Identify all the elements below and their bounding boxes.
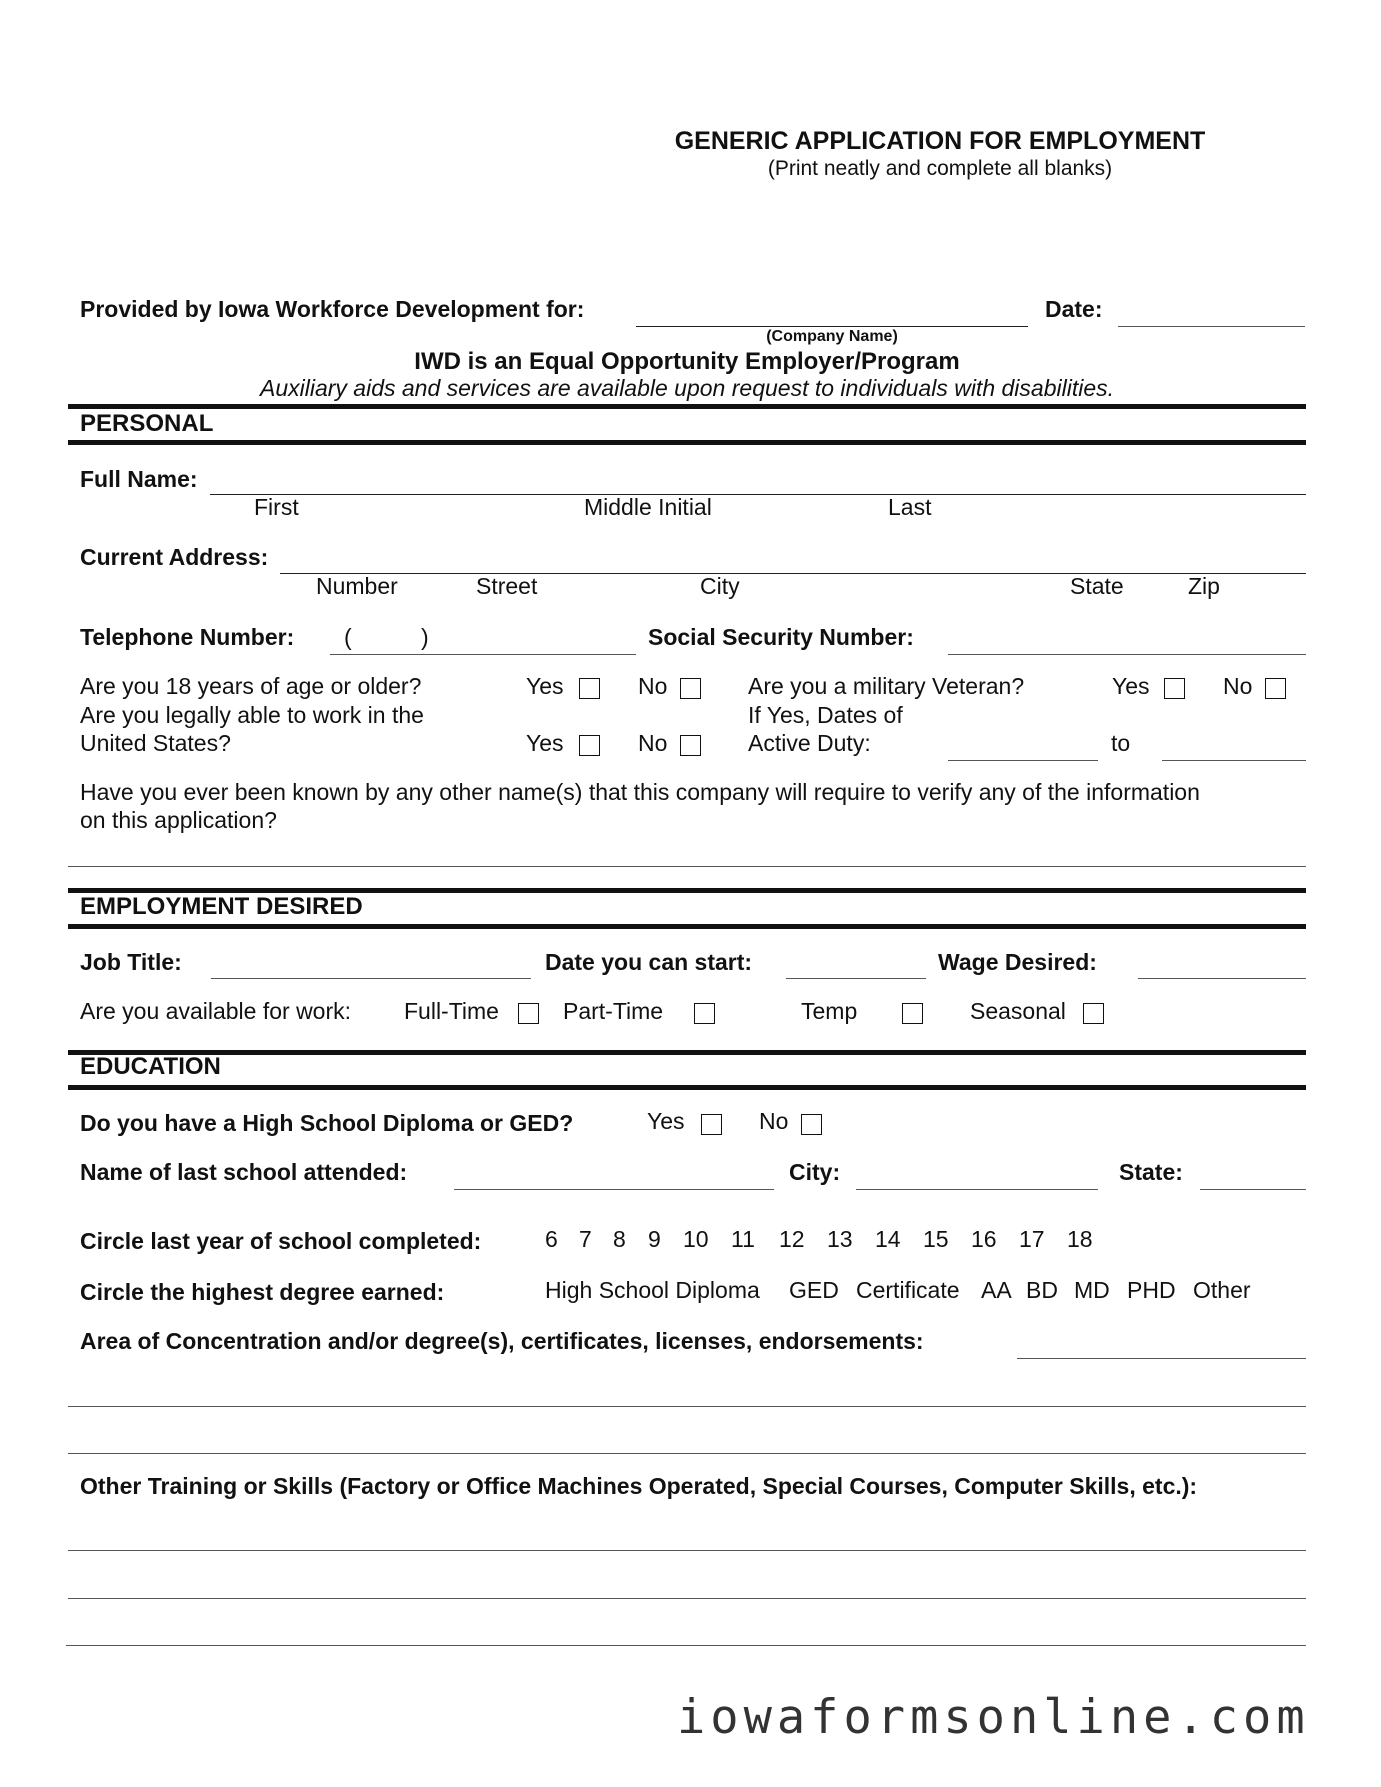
area-code-open: (: [344, 624, 352, 650]
seasonal-checkbox[interactable]: [1083, 1003, 1104, 1024]
year-option[interactable]: 7: [579, 1226, 592, 1252]
address-street-caption: Street: [476, 573, 538, 599]
age-yes-checkbox[interactable]: [579, 678, 600, 699]
company-name-caption: (Company Name): [766, 328, 898, 345]
section-rule: [68, 440, 1306, 445]
temp-checkbox[interactable]: [902, 1003, 923, 1024]
legal-no-label: No: [638, 730, 668, 756]
job-title-label: Job Title:: [80, 949, 182, 975]
section-rule: [68, 404, 1306, 409]
veteran-question: Are you a military Veteran?: [748, 673, 1025, 699]
other-names-field[interactable]: [68, 866, 1306, 867]
legal-yes-checkbox[interactable]: [579, 735, 600, 756]
year-option[interactable]: 6: [545, 1226, 558, 1252]
age-yes-label: Yes: [526, 673, 564, 699]
school-city-field[interactable]: [856, 1189, 1098, 1190]
diploma-no-checkbox[interactable]: [801, 1114, 822, 1135]
telephone-label: Telephone Number:: [80, 624, 295, 650]
degree-option[interactable]: BD: [1026, 1277, 1058, 1303]
form-title: GENERIC APPLICATION FOR EMPLOYMENT: [674, 127, 1206, 155]
concentration-field-line[interactable]: [68, 1453, 1306, 1454]
address-field[interactable]: [280, 573, 1306, 574]
seasonal-label: Seasonal: [970, 998, 1066, 1024]
legal-yes-label: Yes: [526, 730, 564, 756]
age-no-label: No: [638, 673, 668, 699]
last-name-caption: Last: [888, 494, 932, 520]
section-rule: [68, 1050, 1306, 1055]
other-training-label: Other Training or Skills (Factory or Office Machines Operated, Special Courses, Computer Skills, etc.):: [80, 1473, 1198, 1499]
part-time-checkbox[interactable]: [694, 1003, 715, 1024]
legal-work-question-line2: United States?: [80, 730, 231, 756]
year-option[interactable]: 9: [648, 1226, 661, 1252]
wage-desired-field[interactable]: [1138, 978, 1306, 979]
year-option[interactable]: 15: [923, 1226, 949, 1252]
other-names-question-line2: on this application?: [80, 807, 277, 833]
active-duty-from-field[interactable]: [948, 760, 1098, 761]
temp-label: Temp: [801, 998, 858, 1024]
training-field-line[interactable]: [68, 1550, 1306, 1551]
veteran-no-label: No: [1223, 673, 1253, 699]
degree-option[interactable]: Other: [1193, 1277, 1251, 1303]
degree-option[interactable]: Certificate: [856, 1277, 960, 1303]
age-no-checkbox[interactable]: [680, 678, 701, 699]
training-field-line[interactable]: [66, 1645, 1306, 1646]
section-heading-employment: EMPLOYMENT DESIRED: [80, 893, 363, 920]
full-name-label: Full Name:: [80, 466, 198, 492]
age-question: Are you 18 years of age or older?: [80, 673, 422, 699]
veteran-dates-line1: If Yes, Dates of: [748, 702, 903, 728]
address-state-caption: State: [1070, 573, 1124, 599]
telephone-field[interactable]: [330, 654, 636, 655]
last-school-label: Name of last school attended:: [80, 1159, 408, 1185]
year-option[interactable]: 8: [613, 1226, 626, 1252]
veteran-dates-line2: Active Duty:: [748, 730, 871, 756]
address-number-caption: Number: [316, 573, 398, 599]
training-field-line[interactable]: [68, 1598, 1306, 1599]
other-names-question-line1: Have you ever been known by any other name(s) that this company will require to verify any of the information: [80, 779, 1200, 805]
section-heading-education: EDUCATION: [80, 1053, 221, 1080]
last-school-field[interactable]: [454, 1189, 774, 1190]
address-zip-caption: Zip: [1188, 573, 1220, 599]
date-field[interactable]: [1118, 326, 1305, 327]
first-name-caption: First: [254, 494, 299, 520]
active-duty-to-field[interactable]: [1162, 760, 1306, 761]
veteran-yes-label: Yes: [1112, 673, 1150, 699]
year-option[interactable]: 13: [827, 1226, 853, 1252]
full-name-field[interactable]: [210, 494, 1306, 495]
ssn-field[interactable]: [948, 654, 1306, 655]
concentration-field[interactable]: [1017, 1358, 1306, 1359]
year-option[interactable]: 16: [971, 1226, 997, 1252]
part-time-label: Part-Time: [563, 998, 664, 1024]
degree-option[interactable]: PHD: [1127, 1277, 1176, 1303]
year-option[interactable]: 14: [875, 1226, 901, 1252]
year-option[interactable]: 18: [1067, 1226, 1093, 1252]
section-rule: [68, 1085, 1306, 1090]
last-year-label: Circle last year of school completed:: [80, 1228, 482, 1254]
legal-work-question-line1: Are you legally able to work in the: [80, 702, 424, 728]
company-name-field[interactable]: [636, 326, 1028, 327]
form-subtitle: (Print neatly and complete all blanks): [767, 157, 1113, 180]
year-option[interactable]: 17: [1019, 1226, 1045, 1252]
full-time-checkbox[interactable]: [518, 1003, 539, 1024]
school-city-label: City:: [789, 1159, 841, 1185]
middle-initial-caption: Middle Initial: [584, 494, 712, 520]
eeo-statement: IWD is an Equal Opportunity Employer/Program: [414, 348, 960, 375]
concentration-label: Area of Concentration and/or degree(s), certificates, licenses, endorsements:: [80, 1328, 924, 1354]
diploma-yes-checkbox[interactable]: [701, 1114, 722, 1135]
degree-option[interactable]: MD: [1074, 1277, 1110, 1303]
start-date-label: Date you can start:: [545, 949, 753, 975]
site-watermark: iowaformsonline.com: [677, 1690, 1310, 1745]
section-rule: [68, 924, 1306, 929]
ssn-label: Social Security Number:: [648, 624, 914, 650]
full-time-label: Full-Time: [404, 998, 499, 1024]
veteran-yes-checkbox[interactable]: [1164, 678, 1185, 699]
school-state-label: State:: [1119, 1159, 1183, 1185]
job-title-field[interactable]: [211, 978, 531, 979]
aux-aids-statement: Auxiliary aids and services are available upon request to individuals with disabilities.: [259, 375, 1114, 401]
concentration-field-line[interactable]: [68, 1406, 1306, 1407]
section-heading-personal: PERSONAL: [80, 410, 214, 437]
area-code-close: ): [421, 624, 429, 650]
year-option[interactable]: 10: [683, 1226, 709, 1252]
provided-by-label: Provided by Iowa Workforce Development for:: [80, 296, 585, 322]
legal-no-checkbox[interactable]: [680, 735, 701, 756]
school-state-field[interactable]: [1200, 1189, 1306, 1190]
current-address-label: Current Address:: [80, 544, 269, 570]
degree-option[interactable]: AA: [981, 1277, 1012, 1303]
year-option[interactable]: 11: [731, 1226, 755, 1252]
diploma-no-label: No: [759, 1108, 789, 1134]
date-label: Date:: [1045, 296, 1103, 322]
degree-option[interactable]: High School Diploma: [545, 1277, 760, 1303]
degree-option[interactable]: GED: [789, 1277, 839, 1303]
address-city-caption: City: [700, 573, 740, 599]
year-option[interactable]: 12: [779, 1226, 805, 1252]
diploma-yes-label: Yes: [647, 1108, 685, 1134]
start-date-field[interactable]: [786, 978, 926, 979]
availability-label: Are you available for work:: [80, 998, 352, 1024]
veteran-no-checkbox[interactable]: [1265, 678, 1286, 699]
diploma-question: Do you have a High School Diploma or GED?: [80, 1110, 574, 1136]
wage-desired-label: Wage Desired:: [938, 949, 1097, 975]
highest-degree-label: Circle the highest degree earned:: [80, 1279, 445, 1305]
active-duty-to-label: to: [1111, 730, 1131, 756]
